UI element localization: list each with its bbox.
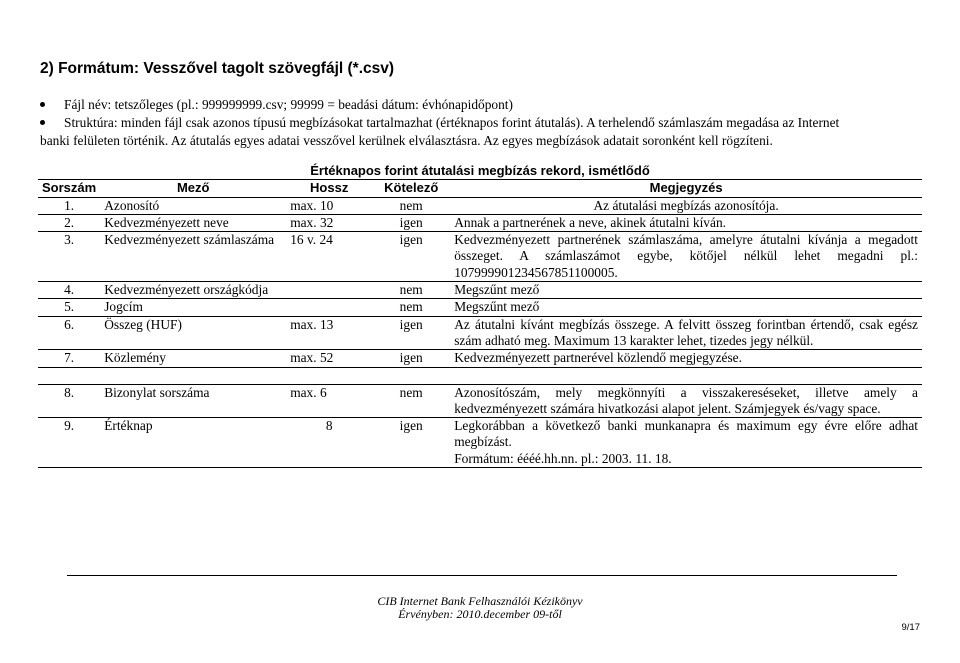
row-number: 2. bbox=[38, 214, 100, 231]
table-row bbox=[38, 418, 922, 468]
field-length: max. 10 bbox=[286, 197, 372, 214]
bullet-list bbox=[40, 96, 920, 150]
field-length: max. 6 bbox=[286, 384, 372, 418]
row-number: 9. bbox=[38, 418, 100, 468]
field-length: 8 bbox=[286, 418, 372, 468]
spacer-row bbox=[38, 367, 922, 384]
field-required: igen bbox=[372, 418, 450, 468]
footer-validity: Érvényben: 2010.december 09-től bbox=[398, 607, 562, 621]
bullet-item-filename bbox=[40, 96, 920, 114]
table-row bbox=[38, 350, 922, 367]
field-length: 16 v. 24 bbox=[286, 232, 372, 282]
field-note: Az átutalni kívánt megbízás összege. A felvitt összeg forintban értendő, csak egész szám adható meg. Maximum 13 karakter lehet, tizedes jegy nélkül. bbox=[450, 316, 922, 350]
column-header-mezo: Mező bbox=[100, 180, 286, 197]
row-number: 6. bbox=[38, 316, 100, 350]
field-note: Megszűnt mező bbox=[450, 299, 922, 316]
table-row bbox=[38, 282, 922, 299]
field-required: nem bbox=[372, 384, 450, 418]
field-note: Kedvezményezett partnerének számlaszáma, amelyre átutalni kívánja a megadott összeget. A számlaszámot egybe, kötőjel nélkül lehet megadni pl.: 107999901234567851100005. bbox=[450, 232, 922, 282]
table-row bbox=[38, 384, 922, 418]
field-length bbox=[286, 282, 372, 299]
field-note: Azonosítószám, mely megkönnyíti a visszakereséseket, illetve amely a kedvezményezett számára hivatkozási alapot jelent. Számjegyek és/vagy space. bbox=[450, 384, 922, 418]
row-number: 7. bbox=[38, 350, 100, 367]
section-heading: 2) Formátum: Vesszővel tagolt szövegfájl (*.csv) bbox=[40, 60, 395, 77]
bullet-text: Struktúra: minden fájl csak azonos típusú megbízásokat tartalmazhat (értéknapos forint átutalás). A terhelendő számlaszám megadása az Internet bbox=[64, 115, 840, 130]
table-row bbox=[38, 232, 922, 282]
field-note: Kedvezményezett partnerével közlendő megjegyzése. bbox=[450, 350, 922, 367]
field-name: Kedvezményezett országkódja bbox=[100, 282, 286, 299]
column-header-megjegyzes: Megjegyzés bbox=[450, 180, 922, 197]
page-number: 9/17 bbox=[901, 622, 920, 633]
field-required: igen bbox=[372, 214, 450, 231]
field-required: nem bbox=[372, 197, 450, 214]
bullet-text-continued: banki felületen történik. Az átutalás egyes adatai vesszővel kerülnek elválasztásra. Az egyes megbízások adatait soronként kell rögzíteni. bbox=[40, 133, 773, 148]
field-name: Összeg (HUF) bbox=[100, 316, 286, 350]
row-number: 1. bbox=[38, 197, 100, 214]
column-header-hossz: Hossz bbox=[286, 180, 372, 197]
footer-divider bbox=[67, 575, 897, 576]
footer-title: CIB Internet Bank Felhasználói Kézikönyv bbox=[377, 594, 583, 608]
field-length: max. 13 bbox=[286, 316, 372, 350]
field-required: nem bbox=[372, 282, 450, 299]
field-name: Értéknap bbox=[100, 418, 286, 468]
field-required: nem bbox=[372, 299, 450, 316]
field-name: Jogcím bbox=[100, 299, 286, 316]
field-required: igen bbox=[372, 350, 450, 367]
table-row bbox=[38, 214, 922, 231]
field-note-text: Legkorábban a következő banki munkanapra és maximum egy évre előre adhat megbízást. bbox=[454, 418, 918, 450]
table-caption: Értéknapos forint átutalási megbízás rekord, ismétlődő bbox=[38, 163, 922, 180]
field-name: Kedvezményezett neve bbox=[100, 214, 286, 231]
field-name: Bizonylat sorszáma bbox=[100, 384, 286, 418]
field-length bbox=[286, 299, 372, 316]
column-header-sorszam: Sorszám bbox=[38, 180, 100, 197]
field-note: Megszűnt mező bbox=[450, 282, 922, 299]
bullet-item-structure bbox=[40, 114, 920, 150]
row-number: 4. bbox=[38, 282, 100, 299]
field-name: Azonosító bbox=[100, 197, 286, 214]
field-name: Közlemény bbox=[100, 350, 286, 367]
bullet-text: Fájl név: tetszőleges (pl.: 999999999.csv; 99999 = beadási dátum: évhónapidőpont) bbox=[64, 97, 513, 112]
column-header-kotelezo: Kötelező bbox=[372, 180, 450, 197]
table-row bbox=[38, 197, 922, 214]
field-note bbox=[450, 418, 922, 468]
field-length: max. 52 bbox=[286, 350, 372, 367]
field-length: max. 32 bbox=[286, 214, 372, 231]
row-number: 3. bbox=[38, 232, 100, 282]
table-row bbox=[38, 299, 922, 316]
field-note: Annak a partnerének a neve, akinek átutalni kíván. bbox=[450, 214, 922, 231]
field-note-format: Formátum: éééé.hh.nn. pl.: 2003. 11. 18. bbox=[454, 450, 672, 466]
bullet-dot-icon bbox=[40, 102, 45, 107]
row-number: 5. bbox=[38, 299, 100, 316]
field-required: igen bbox=[372, 316, 450, 350]
field-name: Kedvezményezett számlaszáma bbox=[100, 232, 286, 282]
field-note: Az átutalási megbízás azonosítója. bbox=[450, 197, 922, 214]
field-required: igen bbox=[372, 232, 450, 282]
bullet-dot-icon bbox=[40, 120, 45, 125]
row-number: 8. bbox=[38, 384, 100, 418]
table-row bbox=[38, 316, 922, 350]
record-table bbox=[38, 163, 922, 468]
